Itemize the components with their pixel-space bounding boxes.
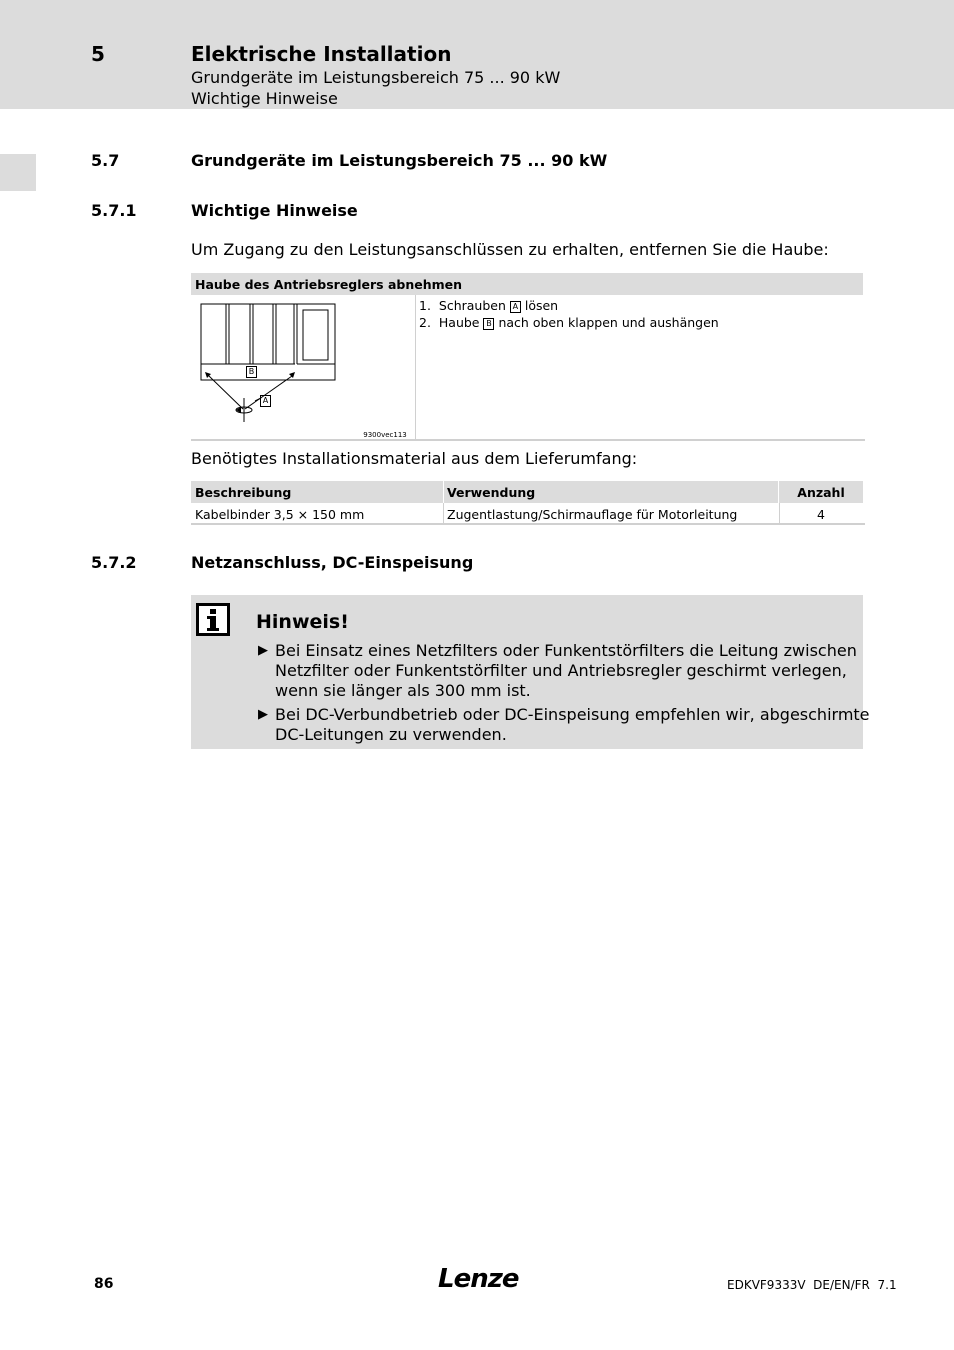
step-2-number: 2. (419, 315, 431, 330)
step-1-label: A (510, 301, 521, 313)
side-tab-marker (0, 154, 36, 191)
note-bullet-1-line-2: Netzfilter oder Funkentstörfilter und Antriebsregler geschirmt verlegen, (275, 661, 847, 680)
material-col-usage (444, 481, 778, 503)
note-title: Hinweis! (256, 611, 349, 633)
lenze-logo: Lenze (438, 1264, 519, 1294)
material-divider-1 (443, 503, 444, 524)
figure-table-header (191, 273, 863, 295)
chapter-number: 5 (91, 42, 105, 66)
figure-id-label: 9300vec113 (363, 431, 407, 438)
bullet-arrow-icon: ▶ (258, 707, 268, 722)
header-subtitle-2: Wichtige Hinweise (191, 89, 338, 108)
figure-label-b: B (246, 366, 257, 378)
figure-label-a: A (260, 395, 271, 407)
material-col-usage-label: Verwendung (447, 485, 536, 500)
material-row-1-description: Kabelbinder 3,5 × 150 mm (195, 507, 365, 522)
material-col-count-label: Anzahl (797, 485, 845, 500)
material-row-1-usage: Zugentlastung/Schirmauflage für Motorleitung (447, 507, 738, 522)
header-subtitle-1: Grundgeräte im Leistungsbereich 75 ... 90 kW (191, 68, 561, 87)
cover-removal-figure (195, 298, 415, 438)
figure-table-divider (415, 295, 416, 439)
section-5-7-2-title: Netzanschluss, DC-Einspeisung (191, 553, 474, 572)
drive-cover-drawing (195, 298, 415, 438)
material-row-1-count: 4 (817, 507, 825, 522)
note-bullet-2-line-2: DC-Leitungen zu verwenden. (275, 725, 507, 744)
section-5-7-1-number: 5.7.1 (91, 201, 137, 220)
bullet-arrow-icon: ▶ (258, 643, 268, 658)
step-1-number: 1. (419, 298, 431, 313)
section-5-7-title: Grundgeräte im Leistungsbereich 75 ... 90 kW (191, 151, 608, 170)
step-1-text-post: lösen (524, 298, 559, 313)
material-col-description-label: Beschreibung (195, 485, 292, 500)
page-number: 86 (94, 1276, 114, 1292)
step-2-label: B (483, 318, 494, 330)
document-id: EDKVF9333V DE/EN/FR 7.1 (727, 1278, 897, 1292)
chapter-title: Elektrische Installation (191, 42, 452, 66)
section-5-7-number: 5.7 (91, 151, 120, 170)
step-1-text-pre: Schrauben (438, 298, 506, 313)
step-2-text-pre: Haube (438, 315, 480, 330)
info-icon (196, 603, 230, 636)
figure-table-header-text: Haube des Antriebsreglers abnehmen (195, 277, 463, 292)
info-icon-glyph (199, 606, 227, 633)
header-band (0, 0, 954, 109)
material-col-count (779, 481, 863, 503)
material-intro: Benötigtes Installationsmaterial aus dem Lieferumfang: (191, 449, 638, 468)
section-5-7-1-title: Wichtige Hinweise (191, 201, 358, 220)
step-2 (419, 315, 719, 330)
note-bullet-1-line-3: wenn sie länger als 300 mm ist. (275, 681, 531, 700)
section-5-7-1-intro: Um Zugang zu den Leistungsanschlüssen zu erhalten, entfernen Sie die Haube: (191, 240, 829, 259)
material-col-description (191, 481, 443, 503)
note-bullet-2-line-1: Bei DC-Verbundbetrieb oder DC-Einspeisung empfehlen wir, abgeschirmte (275, 705, 870, 724)
figure-table-bottom-rule (191, 439, 865, 441)
step-1 (419, 298, 558, 313)
step-2-text-post: nach oben klappen und aushängen (498, 315, 719, 330)
note-bullet-1-line-1: Bei Einsatz eines Netzfilters oder Funkentstörfilters die Leitung zwischen (275, 641, 857, 660)
material-bottom-rule (191, 523, 865, 525)
section-5-7-2-number: 5.7.2 (91, 553, 137, 572)
